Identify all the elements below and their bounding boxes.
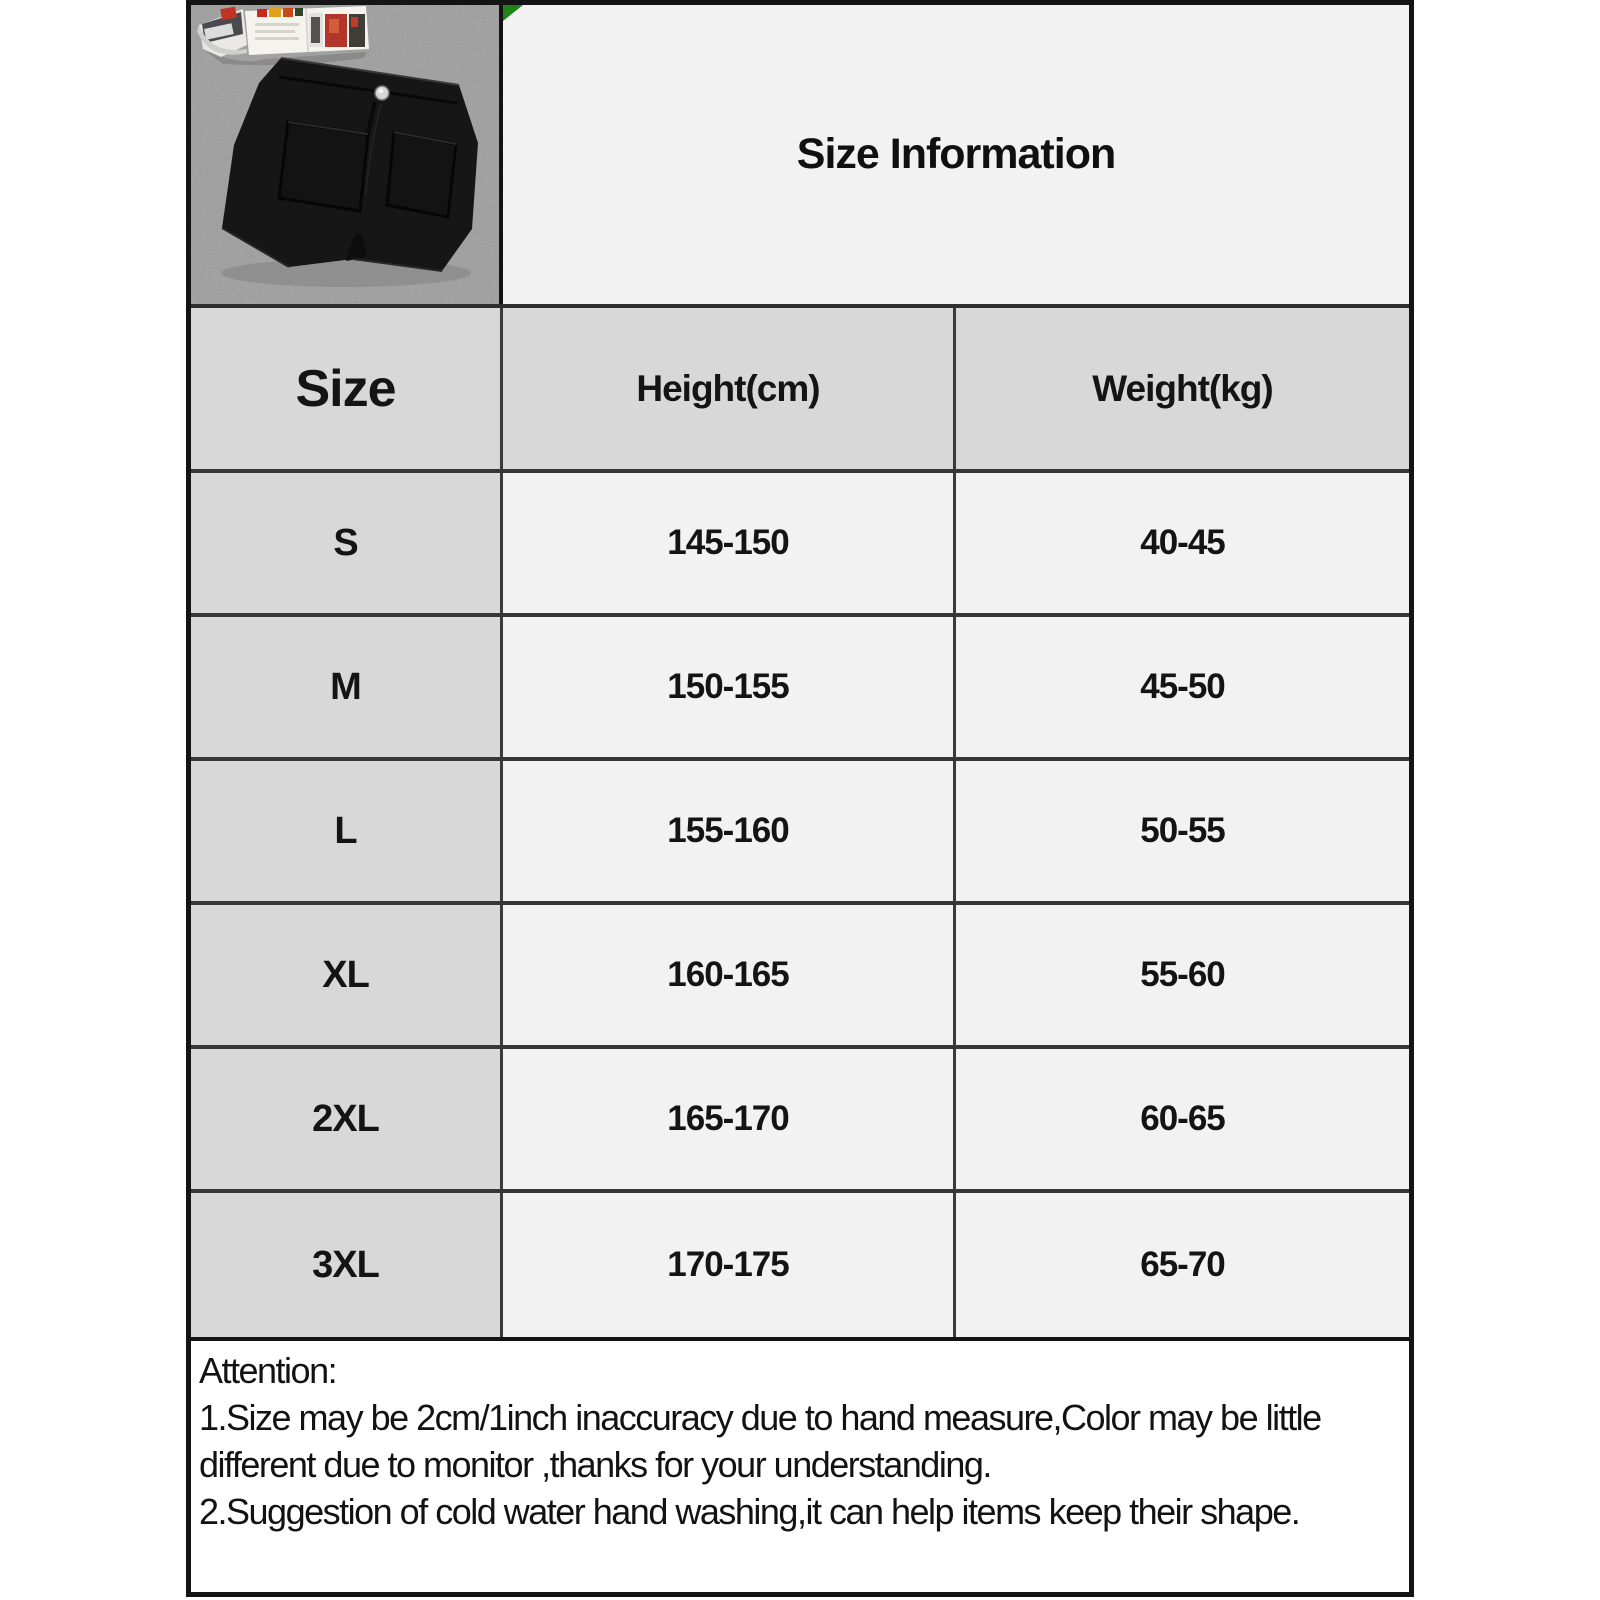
row-size-label: M xyxy=(191,617,503,761)
row-size-label: XL xyxy=(191,905,503,1049)
header-section xyxy=(191,5,1409,308)
product-photo-image xyxy=(191,5,499,304)
green-corner-marker xyxy=(503,5,523,21)
row-weight-value: 55-60 xyxy=(956,905,1409,1049)
column-header-weight: Weight(kg) xyxy=(956,308,1409,473)
row-height-value: 155-160 xyxy=(503,761,956,905)
row-size-label: 3XL xyxy=(191,1193,503,1337)
row-height-value: 145-150 xyxy=(503,473,956,617)
row-weight-value: 50-55 xyxy=(956,761,1409,905)
attention-heading: Attention: xyxy=(199,1350,337,1391)
row-height-value: 170-175 xyxy=(503,1193,956,1337)
content-frame xyxy=(186,0,1414,1597)
row-size-label: 2XL xyxy=(191,1049,503,1193)
page-title: Size Information xyxy=(796,130,1116,178)
row-weight-value: 45-50 xyxy=(956,617,1409,761)
right-pocket xyxy=(387,132,456,217)
attention-line-2: different due to monitor ,thanks for your understanding. xyxy=(199,1444,991,1485)
product-photo xyxy=(191,5,503,304)
row-height-value: 165-170 xyxy=(503,1049,956,1193)
row-size-label: S xyxy=(191,473,503,617)
row-weight-value: 65-70 xyxy=(956,1193,1409,1337)
shorts-button xyxy=(375,86,389,100)
size-table xyxy=(191,308,1409,1337)
row-weight-value: 60-65 xyxy=(956,1049,1409,1193)
row-height-value: 150-155 xyxy=(503,617,956,761)
attention-line-3: 2.Suggestion of cold water hand washing,it can help items keep their shape. xyxy=(199,1491,1300,1532)
column-header-size: Size xyxy=(191,308,503,473)
column-header-height: Height(cm) xyxy=(503,308,956,473)
row-height-value: 160-165 xyxy=(503,905,956,1049)
left-pocket xyxy=(279,122,368,211)
row-weight-value: 40-45 xyxy=(956,473,1409,617)
row-size-label: L xyxy=(191,761,503,905)
title-cell xyxy=(503,5,1409,304)
attention-note xyxy=(191,1337,1409,1592)
attention-line-1: 1.Size may be 2cm/1inch inaccuracy due to hand measure,Color may be little xyxy=(199,1397,1321,1438)
